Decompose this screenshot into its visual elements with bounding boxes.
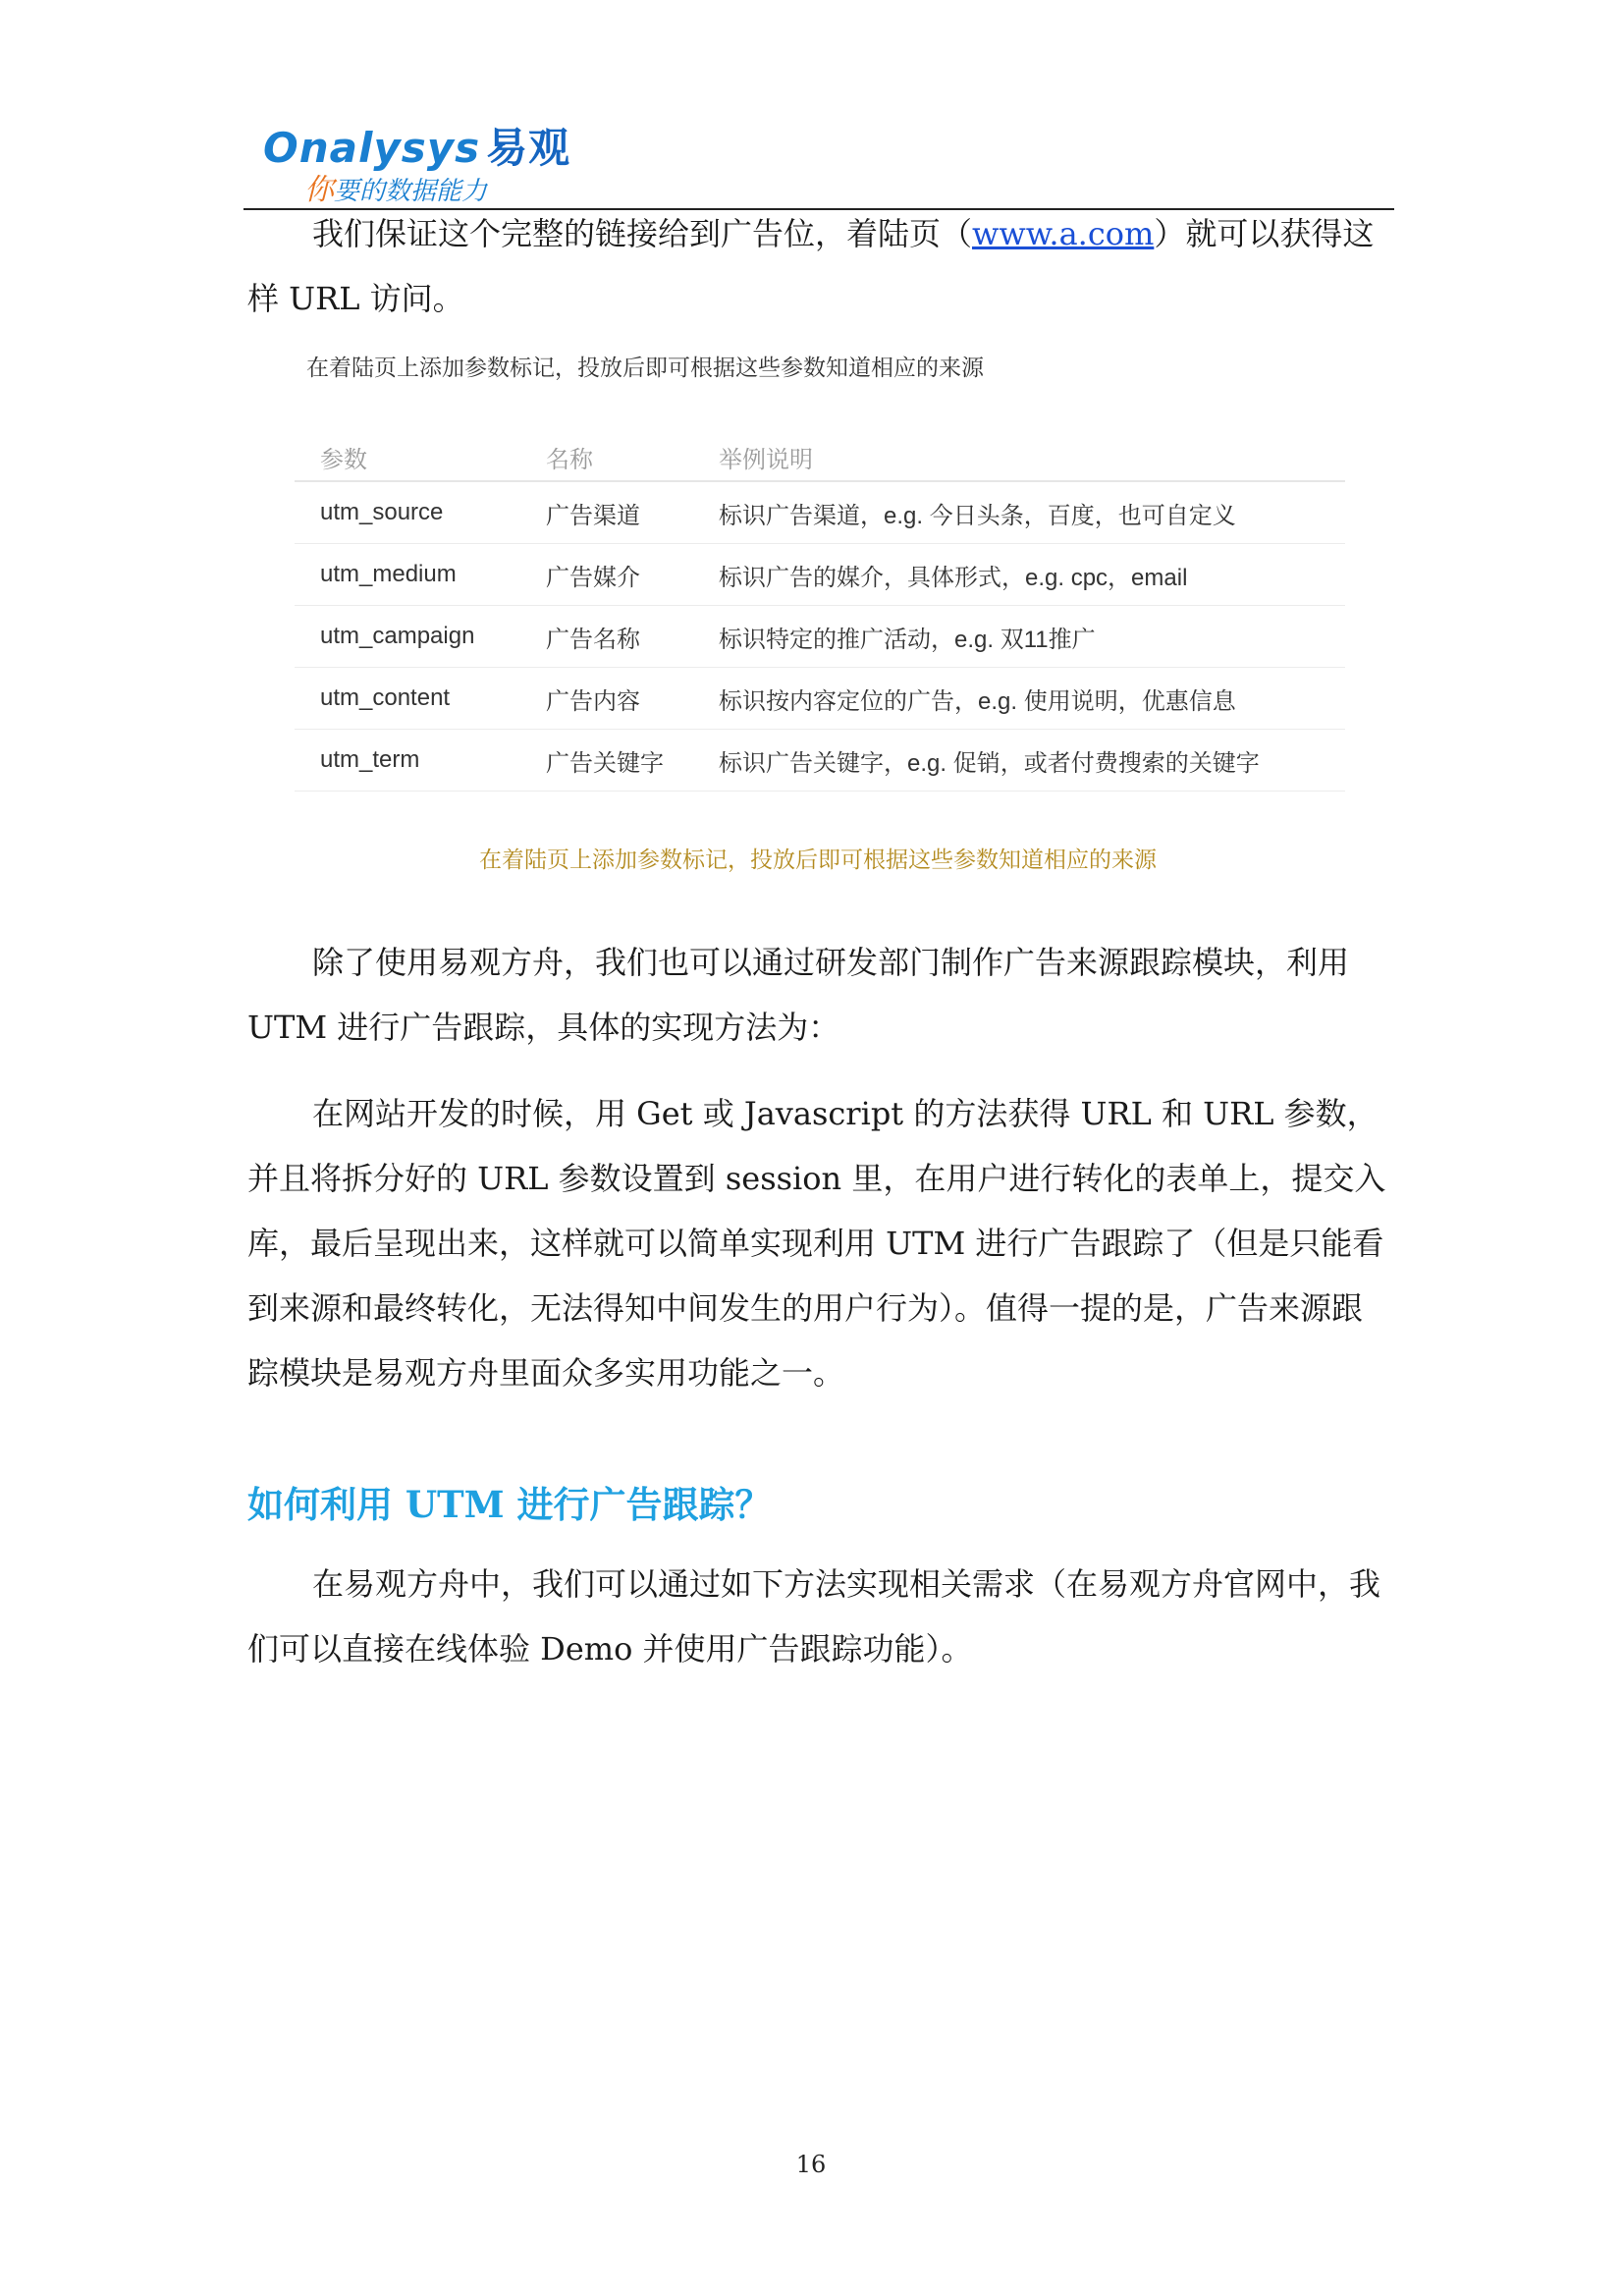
table-row [295,730,1345,792]
paragraph-implementation [247,1081,1388,1405]
logo-tagline-first: 你 [304,173,334,207]
figure-title: 在着陆页上添加参数标记，投放后即可根据这些参数知道相应的来源 [306,355,984,380]
param-cell: utm_medium [295,544,520,606]
name-cell: 广告关键字 [520,730,693,792]
name-cell: 广告名称 [520,606,693,668]
intro-text-after: ）就可以获得这样 URL 访问。 [247,215,1375,317]
example-cell: 标识按内容定位的广告，e.g. 使用说明，优惠信息 [693,668,1345,730]
name-cell: 广告媒介 [520,544,693,606]
table-header-row [295,433,1345,481]
paragraph-text: 在易观方舟中，我们可以通过如下方法实现相关需求（在易观方舟官网中，我们可以直接在线体验 Demo 并使用广告跟踪功能）。 [247,1565,1381,1667]
intro-text-before: 我们保证这个完整的链接给到广告位，着陆页（ [312,215,973,252]
column-header: 名称 [520,433,693,481]
figure-caption: 在着陆页上添加参数标记，投放后即可根据这些参数知道相应的来源 [479,847,1157,873]
paragraph-text: 在网站开发的时候，用 Get 或 Javascript 的方法获得 URL 和 URL 参数，并且将拆分好的 URL 参数设置到 session 里，在用户进行转化的表单上，提交入库，最后呈现出来，这样就可以简单实现利用 UTM 进行广告跟踪了（但是只能看到来源和最终转化，无法得知中间发生的用户行为）。值得一提的是，广告来源跟踪模块是易观方舟里面众多实用功能之一。 [247,1095,1386,1392]
param-cell: utm_content [295,668,520,730]
param-cell: utm_source [295,481,520,544]
landing-page-link[interactable]: www.a.com [972,215,1155,252]
example-cell: 标识广告的媒介，具体形式，e.g. cpc，email [693,544,1345,606]
name-cell: 广告渠道 [520,481,693,544]
table-row [295,668,1345,730]
paragraph-text: 除了使用易观方舟，我们也可以通过研发部门制作广告来源跟踪模块，利用 UTM 进行广告跟踪，具体的实现方法为： [247,944,1350,1046]
logo-word-cn: 易观 [486,124,571,172]
utm-parameter-table [295,433,1345,792]
paragraph-analysys-method [247,1552,1388,1681]
example-cell: 标识特定的推广活动，e.g. 双11推广 [693,606,1345,668]
example-cell: 标识广告渠道，e.g. 今日头条，百度，也可自定义 [693,481,1345,544]
param-cell: utm_term [295,730,520,792]
paragraph-custom-tracking [247,930,1388,1060]
page-number: 16 [795,2151,827,2178]
table-row [295,606,1345,668]
table-row [295,544,1345,606]
logo [263,116,571,207]
name-cell: 广告内容 [520,668,693,730]
table-row [295,481,1345,544]
intro-paragraph [247,201,1388,331]
column-header: 参数 [295,433,520,481]
param-cell: utm_campaign [295,606,520,668]
section-heading: 如何利用 UTM 进行广告跟踪？ [247,1483,772,1526]
utm-parameter-figure [295,350,1355,792]
column-header: 举例说明 [693,433,1345,481]
example-cell: 标识广告关键字，e.g. 促销，或者付费搜索的关键字 [693,730,1345,792]
logo-tagline-rest: 要的数据能力 [334,177,488,206]
logo-word-en: Onalysys [263,124,481,172]
